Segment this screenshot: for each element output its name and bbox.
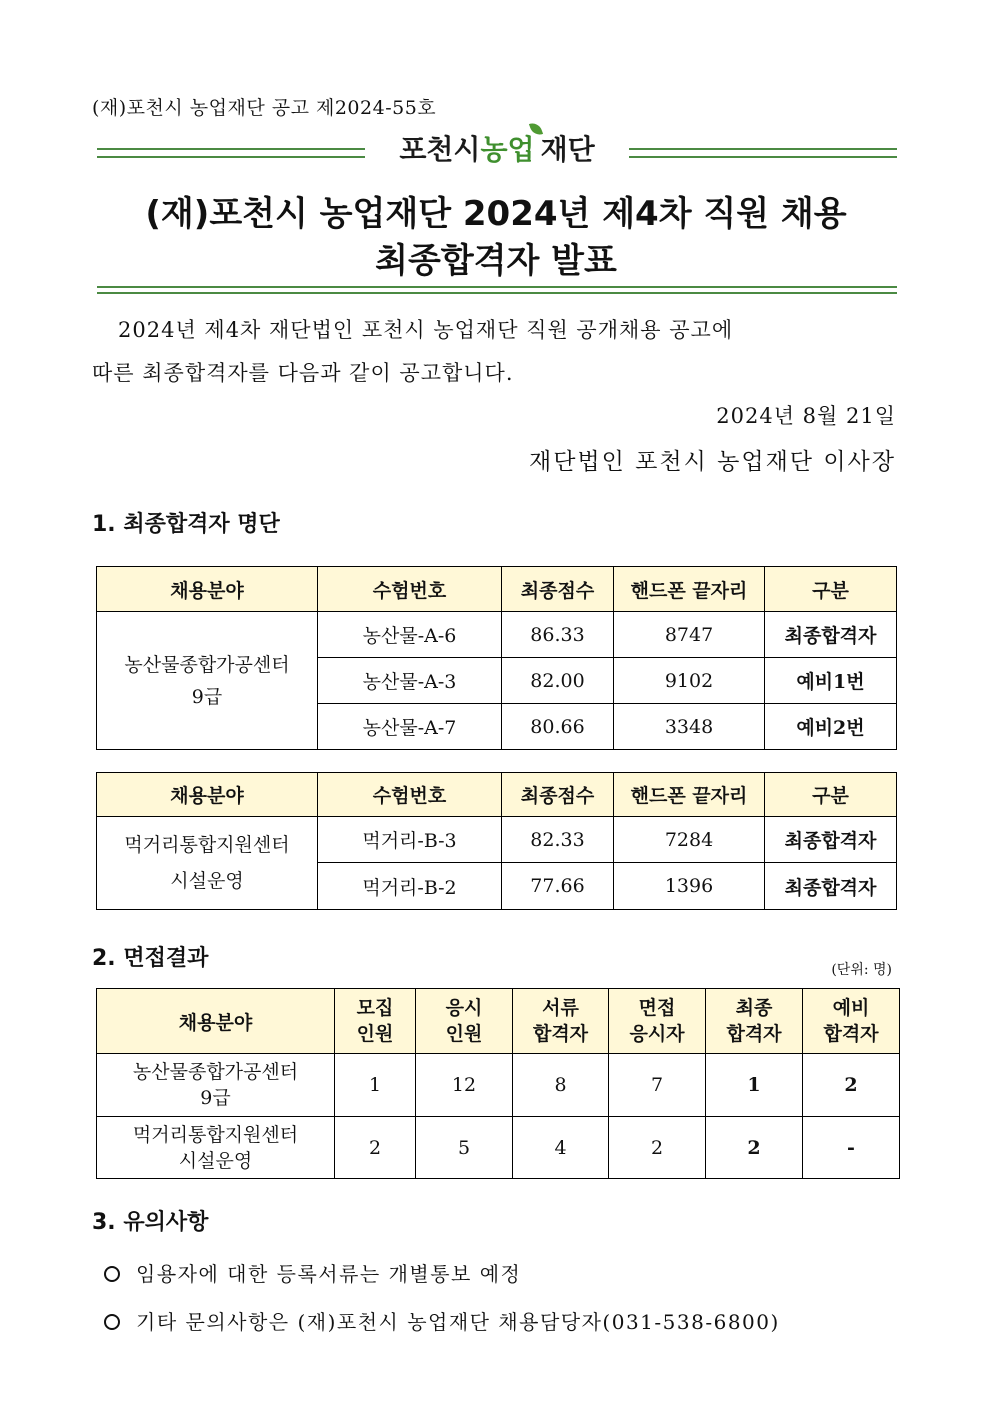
intro-line2: 따른 최종합격자를 다음과 같이 공고합니다. xyxy=(92,361,514,385)
header-line1: 모집 xyxy=(356,997,394,1019)
score: 86.33 xyxy=(502,612,614,658)
notice-item xyxy=(104,1306,780,1335)
header-status: 구분 xyxy=(765,567,897,612)
field-line1: 농산물종합가공센터 xyxy=(124,653,290,676)
reserve-count: 2 xyxy=(803,1054,900,1117)
header-exam-no: 수험번호 xyxy=(318,567,502,612)
header-line2: 인원 xyxy=(356,1023,394,1045)
applied-count: 5 xyxy=(416,1117,513,1179)
header-reserve xyxy=(803,989,900,1054)
header-line2: 인원 xyxy=(445,1023,483,1045)
circle-bullet-icon xyxy=(104,1314,120,1330)
field-cell xyxy=(97,1117,335,1179)
announcement-date: 2024년 8월 21일 xyxy=(716,404,896,428)
header-line1: 면접 xyxy=(638,997,676,1019)
reserve-count: - xyxy=(803,1117,900,1179)
header-status: 구분 xyxy=(765,773,897,817)
notice-item-text: 기타 문의사항은 (재)포천시 농업재단 채용담당자(031-538-6800) xyxy=(136,1310,780,1334)
header-line1: 서류 xyxy=(542,997,579,1019)
logo-divider-right xyxy=(629,148,897,158)
recruit-count: 1 xyxy=(335,1054,416,1117)
status: 최종합격자 xyxy=(765,863,897,910)
status: 예비2번 xyxy=(765,704,897,750)
applied-count: 12 xyxy=(416,1054,513,1117)
section1-title: 1. 최종합격자 명단 xyxy=(92,512,280,537)
header-score: 최종점수 xyxy=(502,773,614,817)
header-recruit xyxy=(335,989,416,1054)
header-score: 최종점수 xyxy=(502,567,614,612)
score: 80.66 xyxy=(502,704,614,750)
header-field: 채용분야 xyxy=(97,773,318,817)
final-list-table-2 xyxy=(96,772,897,910)
field-line2: 시설운영 xyxy=(170,870,244,892)
header-line2: 합격자 xyxy=(532,1023,589,1045)
field-line2: 9급 xyxy=(200,1087,231,1109)
header-exam-no: 수험번호 xyxy=(318,773,502,817)
interview-count: 2 xyxy=(609,1117,706,1179)
logo-divider-left xyxy=(97,148,365,158)
table-row xyxy=(97,817,897,863)
logo-text xyxy=(397,128,597,168)
logo-text-part2: 농업 xyxy=(480,133,535,166)
interview-count: 7 xyxy=(609,1054,706,1117)
header-docs xyxy=(513,989,609,1054)
field-line2: 9급 xyxy=(191,685,223,708)
field-line1: 먹거리통합지원센터 xyxy=(124,834,290,856)
score: 82.33 xyxy=(502,817,614,863)
field-cell xyxy=(97,1054,335,1117)
score: 77.66 xyxy=(502,863,614,910)
field-cell xyxy=(97,612,318,750)
field-cell xyxy=(97,817,318,910)
table-row xyxy=(97,612,897,658)
exam-no: 농산물-A-6 xyxy=(318,612,502,658)
exam-no: 먹거리-B-2 xyxy=(318,863,502,910)
header-line1: 최종 xyxy=(735,997,773,1019)
header-field: 채용분야 xyxy=(97,989,335,1054)
field-line1: 먹거리통합지원센터 xyxy=(132,1123,299,1146)
field-line2: 시설운영 xyxy=(178,1149,253,1172)
status: 최종합격자 xyxy=(765,612,897,658)
exam-no: 농산물-A-7 xyxy=(318,704,502,750)
header-phone: 핸드폰 끝자리 xyxy=(614,567,765,612)
header-field: 채용분야 xyxy=(97,567,318,612)
status: 최종합격자 xyxy=(765,817,897,863)
section2-title: 2. 면접결과 xyxy=(92,946,209,971)
exam-no: 먹거리-B-3 xyxy=(318,817,502,863)
intro-line1: 2024년 제4차 재단법인 포천시 농업재단 직원 공개채용 공고에 xyxy=(118,318,734,342)
header-line1: 예비 xyxy=(832,997,870,1019)
foundation-logo xyxy=(97,128,897,168)
recruit-count: 2 xyxy=(335,1117,416,1179)
header-line2: 합격자 xyxy=(823,1023,879,1045)
exam-no: 농산물-A-3 xyxy=(318,658,502,704)
header-line2: 응시자 xyxy=(629,1023,685,1045)
notice-number: (재)포천시 농업재단 공고 제2024-55호 xyxy=(92,97,437,119)
field-line1: 농산물종합가공센터 xyxy=(132,1061,299,1083)
header-interview xyxy=(609,989,706,1054)
header-final xyxy=(706,989,803,1054)
table-header-row xyxy=(97,989,900,1054)
final-list-table-1 xyxy=(96,566,897,750)
table-header-row xyxy=(97,567,897,612)
phone-last-digits: 9102 xyxy=(614,658,765,704)
header-phone: 핸드폰 끝자리 xyxy=(614,773,765,817)
table-row xyxy=(97,1054,900,1117)
notice-item xyxy=(104,1258,521,1287)
signer: 재단법인 포천시 농업재단 이사장 xyxy=(529,449,896,475)
title-divider xyxy=(97,286,897,294)
status: 예비1번 xyxy=(765,658,897,704)
table-row xyxy=(97,1117,900,1179)
logo-text-green xyxy=(480,133,540,166)
logo-text-part3: 재단 xyxy=(540,133,595,166)
docs-pass-count: 4 xyxy=(513,1117,609,1179)
header-line2: 합격자 xyxy=(726,1023,782,1045)
phone-last-digits: 8747 xyxy=(614,612,765,658)
page-title-line1: (재)포천시 농업재단 2024년 제4차 직원 채용 xyxy=(145,194,847,234)
section3-title: 3. 유의사항 xyxy=(92,1210,209,1235)
score: 82.00 xyxy=(502,658,614,704)
phone-last-digits: 1396 xyxy=(614,863,765,910)
circle-bullet-icon xyxy=(104,1266,120,1282)
logo-text-part1: 포천시 xyxy=(399,133,481,166)
page-title-line2: 최종합격자 발표 xyxy=(375,241,617,281)
interview-result-table xyxy=(96,988,900,1179)
unit-label: (단위: 명) xyxy=(831,962,892,978)
final-pass-count: 1 xyxy=(706,1054,803,1117)
notice-item-text: 임용자에 대한 등록서류는 개별통보 예정 xyxy=(136,1262,522,1286)
header-applied xyxy=(416,989,513,1054)
docs-pass-count: 8 xyxy=(513,1054,609,1117)
header-line1: 응시 xyxy=(445,997,483,1019)
final-pass-count: 2 xyxy=(706,1117,803,1179)
phone-last-digits: 3348 xyxy=(614,704,765,750)
table-header-row xyxy=(97,773,897,817)
phone-last-digits: 7284 xyxy=(614,817,765,863)
